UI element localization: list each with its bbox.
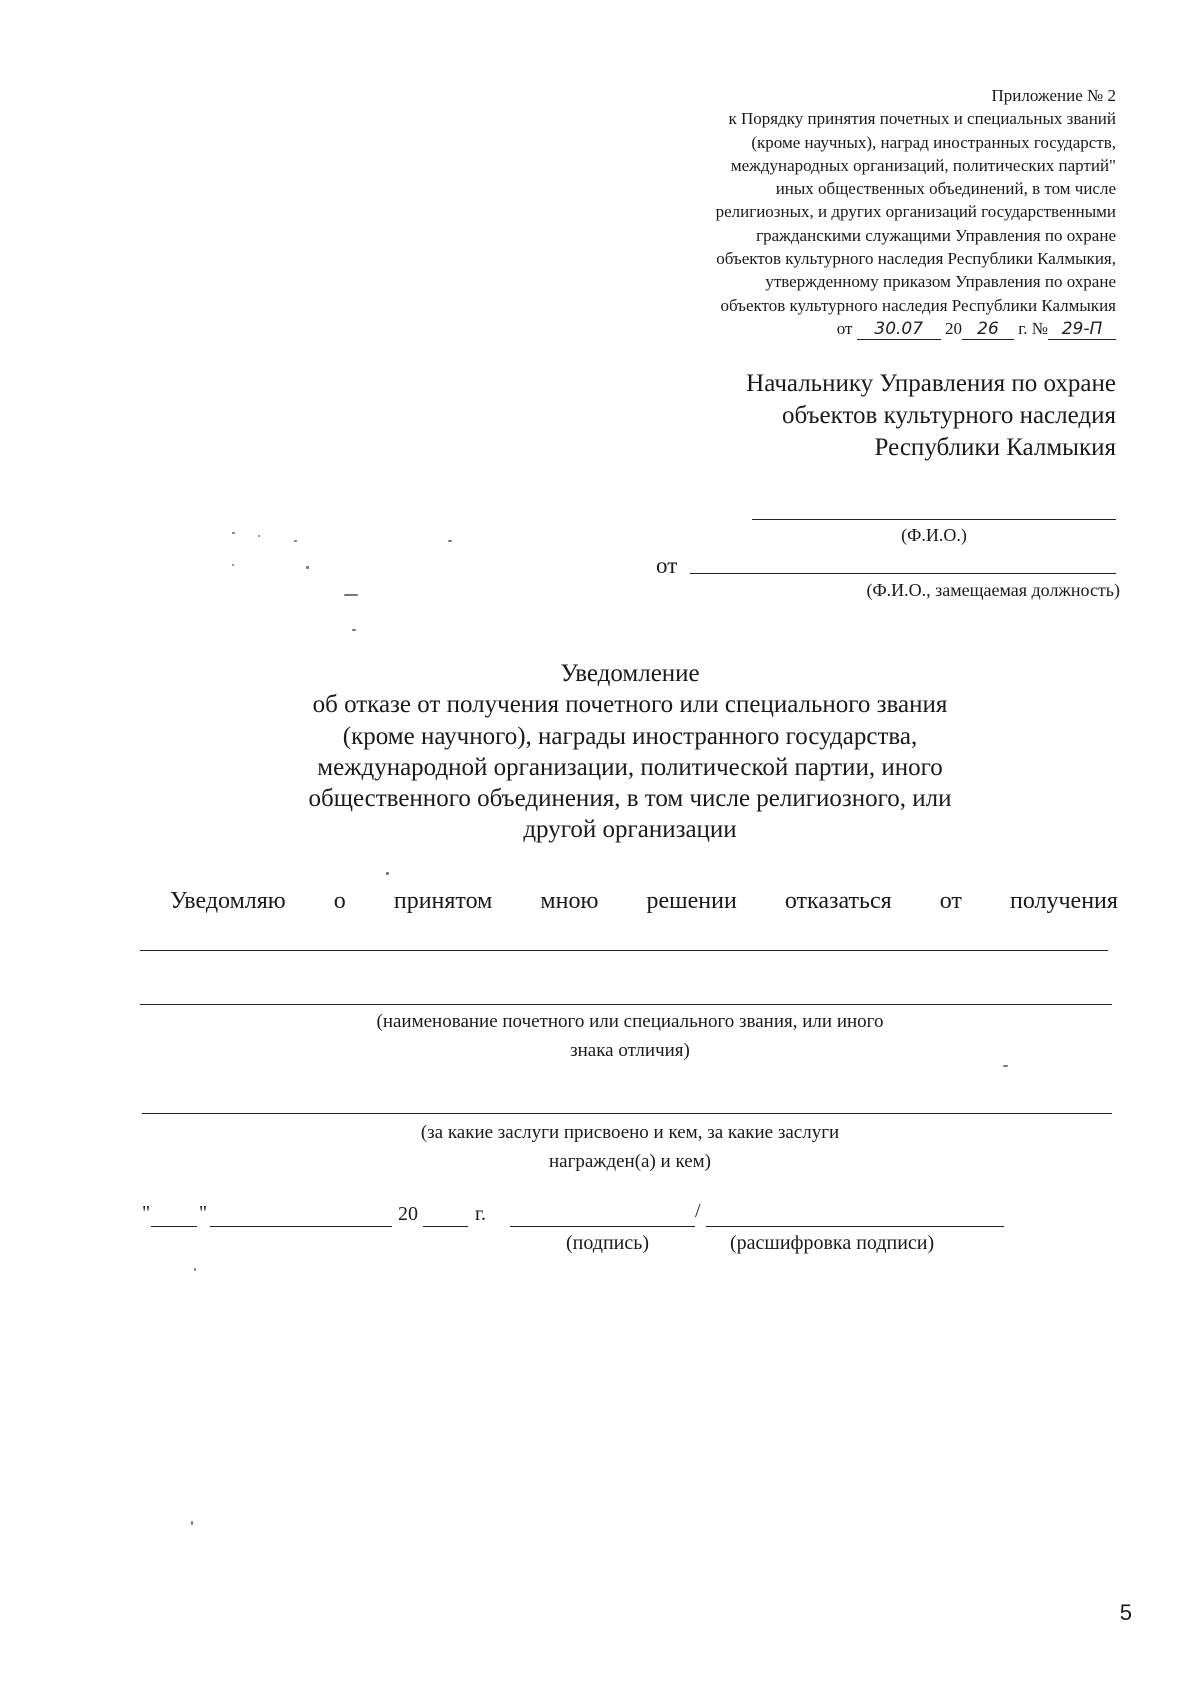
award-caption <box>210 1007 1050 1065</box>
scan-speck <box>306 566 309 569</box>
signature-decoding-line[interactable] <box>706 1226 1004 1227</box>
appendix-line: международных организаций, политических партий" <box>730 155 1116 175</box>
merit-field-line[interactable] <box>142 1113 1112 1114</box>
from-caption: (Ф.И.О., замещаемая должность) <box>866 580 1120 600</box>
appendix-line: объектов культурного наследия Республики Калмыкия <box>720 295 1116 315</box>
fio-field-line[interactable] <box>752 519 1116 520</box>
fio-caption: (Ф.И.О.) <box>901 525 967 545</box>
title-line: другой организации <box>523 816 737 844</box>
from-label: от <box>656 553 678 578</box>
appendix-line: Приложение № 2 <box>991 86 1116 105</box>
scan-speck <box>194 1268 196 1271</box>
scan-speck <box>294 540 297 542</box>
from-field-line[interactable] <box>690 573 1116 574</box>
title-line: об отказе от получения почетного или специального звания <box>312 691 948 719</box>
caption-line: (за какие заслуги присвоено и кем, за какие заслуги <box>420 1122 840 1143</box>
scan-speck <box>344 594 358 596</box>
scan-speck <box>191 1521 193 1525</box>
appendix-line: к Порядку принятия почетных и специальных званий <box>728 109 1116 129</box>
addressee-block <box>596 368 1116 464</box>
body-word: Уведомляю <box>170 888 286 914</box>
order-date-line <box>596 317 1116 340</box>
handwritten-date: 30.07 <box>857 319 941 340</box>
title-line: Уведомление <box>560 660 700 687</box>
caption-line: (наименование почетного или специального звания, или иного <box>376 1011 884 1032</box>
body-word: отказаться <box>784 888 892 914</box>
scan-speck <box>1003 1065 1008 1067</box>
body-word: решении <box>646 888 737 914</box>
merit-caption <box>210 1118 1050 1176</box>
appendix-block <box>596 84 1116 340</box>
appendix-line: иных общественных объединений, в том числе <box>775 179 1116 199</box>
body-word: от <box>939 888 962 914</box>
scan-speck <box>448 540 452 542</box>
addressee-line: объектов культурного наследия <box>782 402 1116 429</box>
notification-sentence <box>170 888 1118 915</box>
signature-year-line[interactable] <box>423 1226 468 1227</box>
addressee-line: Республики Калмыкия <box>874 434 1116 461</box>
date-quote-close: " <box>199 1202 208 1224</box>
year-prefix: 20 <box>944 318 962 338</box>
body-word: принятом <box>393 888 493 914</box>
body-word: мною <box>540 888 599 914</box>
date-prefix: от <box>836 318 853 338</box>
scan-speck <box>232 532 235 534</box>
appendix-line: утвержденному приказом Управления по охране <box>765 272 1116 292</box>
addressee-line: Начальнику Управления по охране <box>746 370 1116 397</box>
handwritten-year: 26 <box>962 319 1014 340</box>
scan-speck <box>352 629 356 631</box>
handwritten-order-number: 29-П <box>1048 319 1116 340</box>
signature-caption: (подпись) <box>566 1232 650 1254</box>
appendix-line: гражданскими служащими Управления по охране <box>756 225 1116 245</box>
year-number-label: г. № <box>1018 318 1048 338</box>
body-word: получения <box>1009 888 1118 914</box>
award-field-line-1[interactable] <box>140 950 1108 951</box>
appendix-line: объектов культурного наследия Республики Калмыкия, <box>716 249 1116 269</box>
title-line: международной организации, политической партии, иного <box>317 753 943 781</box>
document-title <box>210 658 1050 846</box>
scan-speck <box>232 564 234 566</box>
scan-speck <box>386 872 389 875</box>
signature-year-prefix: 20 <box>398 1203 418 1225</box>
caption-line: награжден(а) и кем) <box>548 1151 712 1172</box>
signature-year-word: г. <box>475 1203 486 1225</box>
caption-line: знака отличия) <box>570 1040 690 1061</box>
signature-line[interactable] <box>510 1226 695 1227</box>
signature-month-line[interactable] <box>210 1226 392 1227</box>
appendix-line: религиозных, и других организаций государственными <box>715 202 1116 222</box>
title-line: (кроме научного), награды иностранного государства, <box>342 722 918 750</box>
signature-decoding-caption: (расшифровка подписи) <box>730 1232 935 1254</box>
scan-speck <box>258 535 260 537</box>
award-field-line-2[interactable] <box>140 1004 1112 1005</box>
page-number: 5 <box>1119 1600 1132 1625</box>
appendix-line: (кроме научных), наград иностранных государств, <box>751 132 1116 152</box>
signature-slash: / <box>695 1200 701 1222</box>
signature-day-line[interactable] <box>151 1226 197 1227</box>
date-quote-open: " <box>142 1202 151 1224</box>
title-line: общественного объединения, в том числе религиозного, или <box>308 785 952 813</box>
body-word: о <box>333 888 346 914</box>
